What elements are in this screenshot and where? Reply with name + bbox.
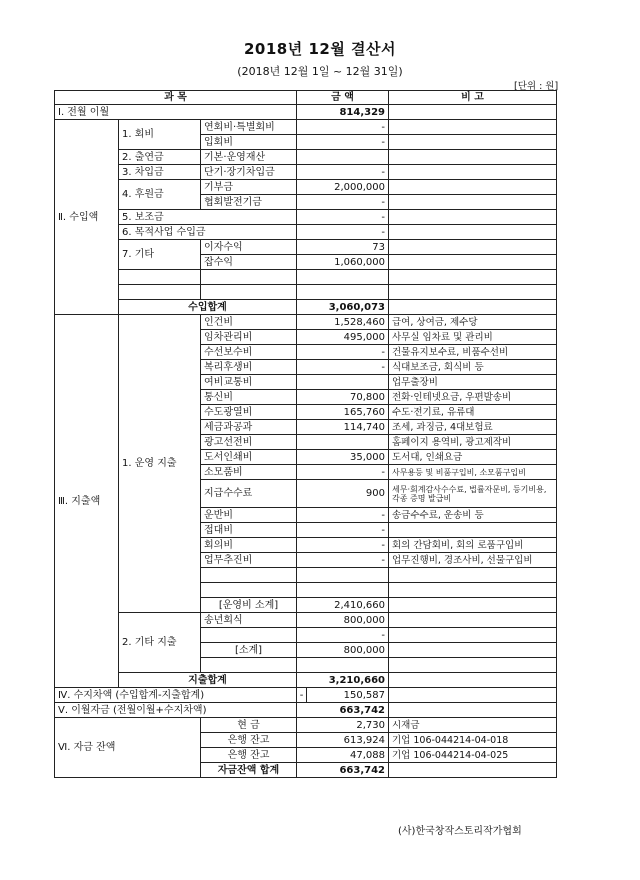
expense-item-note: 도서대, 인쇄요금 [389,450,557,465]
page-title: 2018년 12월 결산서 [243,40,397,58]
expense-item-amount [297,435,389,450]
expense-item-label: 회의비 [201,538,297,553]
table-row [55,120,557,135]
expense-item-label: 세금과공과 [201,420,297,435]
funds-item-amount: 2,730 [297,718,389,733]
header-amount: 금 액 [297,91,389,105]
balance-sign: - [297,688,307,703]
table-row [55,225,557,240]
expense-item-amount: 70,800 [297,390,389,405]
expense-item-note: 전화·인테넷요금, 우편발송비 [389,390,557,405]
funds-item-note: 시재금 [389,718,557,733]
operating-subtotal-label: [운영비 소계] [201,598,297,613]
carry-forward-row [55,703,557,718]
expense-item-note [389,523,557,538]
subsidy-amount: - [297,210,389,225]
funds-item-label: 은행 잔고 [201,733,297,748]
expense-item-amount: - [297,508,389,523]
purpose-income-label: 6. 목적사업 수입금 [119,225,297,240]
income-total-row [55,300,557,315]
expense-total-row [55,673,557,688]
membership-item-label: 연회비·특별회비 [201,120,297,135]
sponsorship-item-amount: - [297,195,389,210]
other-expense-label: 2. 기타 지출 [119,613,201,673]
expense-item-amount [297,375,389,390]
income-total-amount: 3,060,073 [297,300,389,315]
table-row [55,150,557,165]
funds-total-label: 자금잔액 합계 [201,763,297,778]
contribution-item-label: 기본·운영재산 [201,150,297,165]
other-subtotal-label: [소계] [201,643,297,658]
unit-label: [단위 : 원] [514,81,559,92]
expense-item-label: 접대비 [201,523,297,538]
expense-item-label: 임차관리비 [201,330,297,345]
table-row [55,210,557,225]
carry-forward-amount: 663,742 [297,703,389,718]
membership-label: 1. 회비 [119,120,201,150]
other-income-item-amount: 1,060,000 [297,255,389,270]
other-income-label: 7. 기타 [119,240,201,270]
membership-item-amount: - [297,135,389,150]
expense-item-amount: - [297,538,389,553]
carryover-row [55,105,557,120]
carry-forward-label: Ⅴ. 이월자금 (전월이월+수지차액) [55,703,297,718]
other-expense-item-amount: - [297,628,389,643]
sponsorship-label: 4. 후원금 [119,180,201,210]
funds-total-amount: 663,742 [297,763,389,778]
table-row [55,240,557,255]
expense-item-amount: 495,000 [297,330,389,345]
expense-item-note: 식대보조금, 회식비 등 [389,360,557,375]
period-subtitle: (2018년 12월 1일 ~ 12월 31일) [237,65,403,78]
other-expense-item-label: 송년회식 [201,613,297,628]
expense-item-note: 회의 간담회비, 회의 로품구입비 [389,538,557,553]
sponsorship-item-label: 기부금 [201,180,297,195]
carryover-label: Ⅰ. 전월 이월 [55,105,297,120]
membership-item-label: 입회비 [201,135,297,150]
funds-item-note: 기업 106-044214-04-025 [389,748,557,763]
contribution-amount [297,150,389,165]
expense-item-note: 업무진행비, 경조사비, 선물구입비 [389,553,557,568]
expense-item-note: 사무실 임차료 및 관리비 [389,330,557,345]
expense-item-amount: - [297,360,389,375]
header-category: 과 목 [55,91,297,105]
purpose-income-amount: - [297,225,389,240]
table-header-row [55,91,557,105]
expense-item-note: 세무·회계감사수수료, 법률자문비, 등기비용, 각종 증명 발급비 [389,480,557,508]
other-income-item-label: 이자수익 [201,240,297,255]
expense-item-note: 송금수수료, 운송비 등 [389,508,557,523]
sponsorship-item-amount: 2,000,000 [297,180,389,195]
expense-item-label: 광고선전비 [201,435,297,450]
operating-expense-label: 1. 운영 지출 [119,315,201,613]
expense-item-note: 업무출장비 [389,375,557,390]
expense-item-label: 소모품비 [201,465,297,480]
expense-item-amount: - [297,523,389,538]
empty-row [55,270,557,285]
other-expense-item-label [201,628,297,643]
balance-amount: 150,587 [307,688,389,703]
expense-item-amount: - [297,465,389,480]
table-row [55,315,557,330]
income-total-label: 수입합계 [119,300,297,315]
funds-item-label: 은행 잔고 [201,748,297,763]
sponsorship-item-label: 협회발전기금 [201,195,297,210]
funds-item-note: 기업 106-044214-04-018 [389,733,557,748]
expense-section-label: Ⅲ. 지출액 [55,315,119,688]
balance-row [55,688,557,703]
expense-item-label: 수도광열비 [201,405,297,420]
expense-item-amount: - [297,553,389,568]
other-expense-item-amount: 800,000 [297,613,389,628]
contribution-label: 2. 출연금 [119,150,201,165]
expense-total-label: 지출합계 [119,673,297,688]
loan-item-label: 단기·장기차입금 [201,165,297,180]
expense-item-label: 인건비 [201,315,297,330]
funds-section-label: Ⅵ. 자금 잔액 [55,718,201,778]
expense-item-label: 업무추진비 [201,553,297,568]
table-row [55,180,557,195]
expense-item-label: 통신비 [201,390,297,405]
income-section-label: Ⅱ. 수입액 [55,120,119,315]
expense-item-amount: 900 [297,480,389,508]
funds-item-label: 현 금 [201,718,297,733]
settlement-table [54,90,557,778]
subsidy-label: 5. 보조금 [119,210,297,225]
other-subtotal-amount: 800,000 [297,643,389,658]
expense-item-amount: 165,760 [297,405,389,420]
expense-item-amount: 114,740 [297,420,389,435]
expense-item-label: 수선보수비 [201,345,297,360]
empty-row [55,285,557,300]
balance-label: Ⅳ. 수지차액 (수입합계-지출합계) [55,688,297,703]
operating-subtotal-amount: 2,410,660 [297,598,389,613]
funds-item-amount: 47,088 [297,748,389,763]
organization-name: (사)한국창작스토리작가협회 [398,826,522,837]
header-remarks: 비 고 [389,91,557,105]
loan-label: 3. 차입금 [119,165,201,180]
expense-item-note: 급여, 상여금, 제수당 [389,315,557,330]
other-income-item-amount: 73 [297,240,389,255]
expense-item-label: 도서인쇄비 [201,450,297,465]
table-row [55,718,557,733]
expense-item-note: 수도·전기료, 유류대 [389,405,557,420]
expense-item-amount: 1,528,460 [297,315,389,330]
expense-item-note: 홈페이지 용역비, 광고제작비 [389,435,557,450]
expense-item-amount: - [297,345,389,360]
expense-item-note: 조세, 과징금, 4대보험료 [389,420,557,435]
expense-item-amount: 35,000 [297,450,389,465]
expense-total-amount: 3,210,660 [297,673,389,688]
expense-item-label: 여비교통비 [201,375,297,390]
expense-item-label: 지급수수료 [201,480,297,508]
expense-item-note: 사무용등 및 비품구입비, 소모품구입비 [389,465,557,480]
carryover-amount: 814,329 [297,105,389,120]
expense-item-label: 운반비 [201,508,297,523]
loan-amount: - [297,165,389,180]
membership-item-amount: - [297,120,389,135]
table-row [55,613,557,628]
funds-item-amount: 613,924 [297,733,389,748]
other-income-item-label: 잡수익 [201,255,297,270]
table-row [55,165,557,180]
expense-item-note: 건물유지보수료, 비품수선비 [389,345,557,360]
expense-item-label: 복리후생비 [201,360,297,375]
